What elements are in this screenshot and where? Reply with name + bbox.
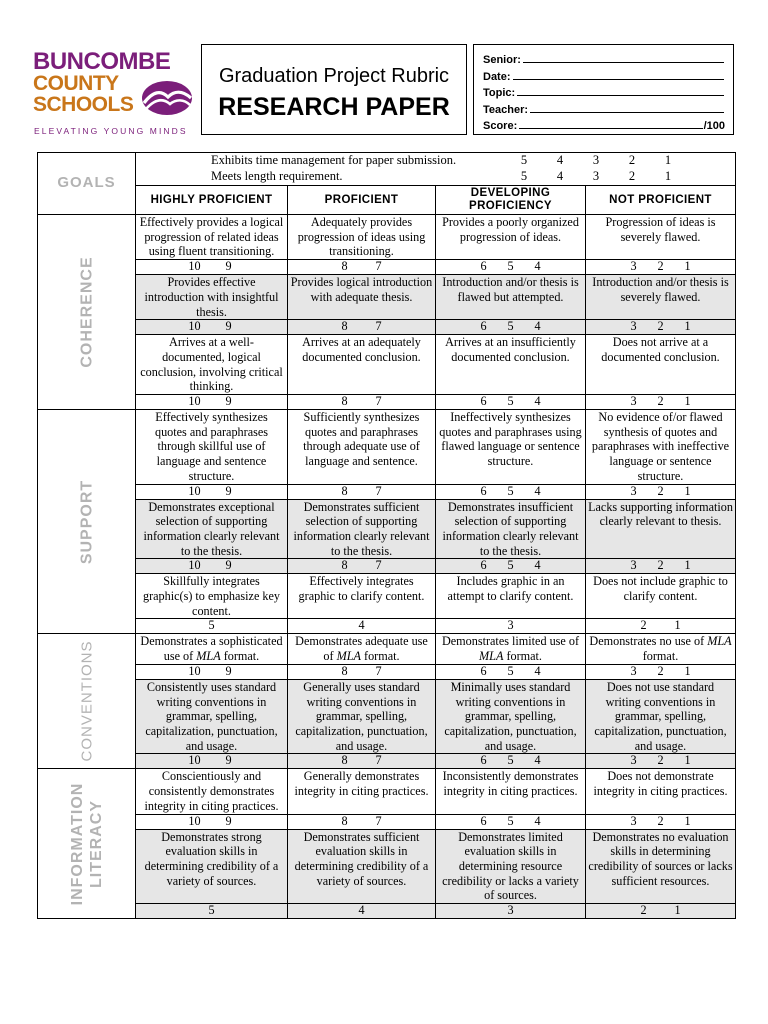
score-row [38, 260, 736, 275]
criterion-descriptor: Demonstrates no evaluation skills in determining credibility of sources or lacks sufficient resources. [586, 829, 736, 904]
score-option[interactable]: 6 [480, 753, 487, 768]
criterion-descriptor: Demonstrates insufficient selection of supporting information clearly relevant to the thesis. [436, 499, 586, 559]
info-field-label: Score: [483, 119, 518, 132]
criterion-row [38, 410, 736, 485]
score-option[interactable]: 9 [225, 813, 232, 828]
score-option[interactable]: 3 [630, 319, 637, 334]
score-cell [436, 320, 586, 335]
level-header: HIGHLY PROFICIENT [136, 186, 288, 215]
document-title: Graduation Project Rubric [218, 65, 450, 87]
score-row [38, 559, 736, 574]
logo-line-3: SCHOOLS [33, 93, 134, 116]
rubric-table [37, 152, 736, 919]
criterion-descriptor [136, 634, 288, 664]
title-box [201, 44, 467, 135]
score-option[interactable]: 5 [507, 813, 514, 828]
score-option[interactable]: 8 [341, 483, 348, 498]
score-option[interactable]: 9 [225, 558, 232, 573]
criterion-descriptor: Does not demonstrate integrity in citing practices. [586, 769, 736, 814]
criterion-descriptor [288, 634, 436, 664]
info-field-label: Topic: [483, 87, 516, 100]
score-option[interactable]: 5 [507, 663, 514, 678]
score-cell [586, 814, 736, 829]
info-field[interactable] [483, 116, 725, 132]
score-row [38, 484, 736, 499]
criterion-descriptor: Does not use standard writing conventions in grammar, spelling, capitalization, punctuation, and usage. [586, 679, 736, 754]
descriptor-text: Demonstrates no use of [589, 634, 708, 649]
score-row [38, 904, 736, 919]
criterion-descriptor: Demonstrates sufficient evaluation skills in determining credibility of a variety of sources. [288, 829, 436, 904]
criterion-descriptor: No evidence of/or flawed synthesis of quotes and paraphrases with ineffective language or sentence structure. [586, 410, 736, 485]
criterion-row [38, 769, 736, 814]
score-option[interactable]: 9 [225, 753, 232, 768]
score-cell [288, 395, 436, 410]
criterion-descriptor: Generally demonstrates integrity in citing practices. [288, 769, 436, 814]
mla-term: MLA [196, 649, 221, 664]
goal-score-option[interactable]: 3 [592, 169, 600, 183]
criterion-descriptor: Generally uses standard writing conventions in grammar, spelling, capitalization, punctuation, and usage. [288, 679, 436, 754]
goal-score-option[interactable]: 2 [628, 153, 636, 167]
descriptor-text: format. [642, 649, 679, 664]
criterion-descriptor: Demonstrates limited evaluation skills in determining resource credibility or lacks a variety of sources. [436, 829, 586, 904]
goal-score-option[interactable]: 5 [520, 153, 528, 167]
score-cell [136, 904, 288, 919]
score-cell [288, 814, 436, 829]
score-option[interactable]: 5 [507, 558, 514, 573]
student-info-box [473, 44, 734, 135]
score-option[interactable]: 6 [480, 483, 487, 498]
score-cell [586, 619, 736, 634]
score-option[interactable]: 5 [507, 753, 514, 768]
score-option[interactable]: 10 [188, 663, 201, 678]
descriptor-text: format. [220, 649, 260, 664]
criterion-descriptor [586, 634, 736, 664]
score-cell [136, 260, 288, 275]
info-field[interactable] [483, 99, 725, 115]
score-cell [436, 814, 586, 829]
criterion-row [38, 634, 736, 664]
score-option[interactable]: 9 [225, 394, 232, 409]
score-option[interactable]: 5 [507, 394, 514, 409]
criterion-row [38, 574, 736, 619]
score-cell [436, 904, 586, 919]
section-label: COHERENCE [78, 256, 95, 368]
score-cell [136, 320, 288, 335]
score-option[interactable]: 4 [534, 394, 541, 409]
goal-score-option[interactable]: 1 [664, 153, 672, 167]
score-option[interactable]: 6 [480, 558, 487, 573]
criterion-row [38, 335, 736, 395]
score-cell [586, 484, 736, 499]
level-header: NOT PROFICIENT [586, 186, 736, 215]
score-cell [136, 754, 288, 769]
info-field[interactable] [483, 83, 725, 99]
score-cell [288, 664, 436, 679]
score-option[interactable]: 1 [684, 259, 691, 274]
score-option[interactable]: 2 [640, 618, 647, 633]
score-cell [436, 664, 586, 679]
score-option[interactable]: 5 [507, 259, 514, 274]
score-option[interactable]: 7 [375, 813, 382, 828]
info-field-label: Date: [483, 70, 511, 83]
score-cell [436, 619, 586, 634]
goals-row [38, 153, 736, 186]
score-option[interactable]: 8 [341, 558, 348, 573]
score-option[interactable]: 9 [225, 483, 232, 498]
goal-text: Exhibits time management for paper submission. [211, 153, 457, 167]
score-option[interactable]: 1 [684, 813, 691, 828]
score-option[interactable]: 9 [225, 319, 232, 334]
goal-score-option[interactable]: 3 [592, 153, 600, 167]
score-option[interactable]: 9 [225, 663, 232, 678]
info-field-label: Senior: [483, 54, 521, 67]
criterion-descriptor: Inconsistently demonstrates integrity in citing practices. [436, 769, 586, 814]
score-option[interactable]: 9 [225, 259, 232, 274]
score-option[interactable]: 1 [684, 663, 691, 678]
score-option[interactable]: 2 [657, 753, 664, 768]
score-option[interactable]: 4 [534, 663, 541, 678]
score-option[interactable]: 7 [375, 483, 382, 498]
info-field[interactable] [483, 66, 725, 82]
score-option[interactable]: 5 [507, 319, 514, 334]
score-cell [288, 559, 436, 574]
goals-cell [38, 153, 136, 215]
mla-term: MLA [479, 649, 504, 664]
score-cell [586, 320, 736, 335]
criterion-descriptor: Provides effective introduction with insightful thesis. [136, 275, 288, 320]
score-cell [288, 320, 436, 335]
score-cell [136, 484, 288, 499]
goal-score-option[interactable]: 1 [664, 169, 672, 183]
goal-line [136, 153, 735, 169]
goals-label: GOALS [57, 174, 116, 192]
descriptor-text: Demonstrates adequate use of [295, 634, 428, 664]
info-field-blank[interactable] [513, 79, 724, 80]
info-field[interactable] [483, 50, 725, 66]
score-option[interactable]: 1 [674, 618, 681, 633]
score-option[interactable]: 3 [630, 483, 637, 498]
score-cell [586, 754, 736, 769]
score-option[interactable]: 6 [480, 394, 487, 409]
criterion-descriptor: Arrives at a well-documented, logical conclusion, involving critical thinking. [136, 335, 288, 395]
descriptor-text: format. [503, 649, 542, 664]
criterion-descriptor: Arrives at an insufficiently documented conclusion. [436, 335, 586, 395]
score-option[interactable]: 1 [684, 753, 691, 768]
criterion-descriptor: Introduction and/or thesis is severely flawed. [586, 275, 736, 320]
score-cell [288, 619, 436, 634]
score-cell [436, 559, 586, 574]
score-option[interactable]: 2 [657, 663, 664, 678]
score-cell [136, 559, 288, 574]
criterion-descriptor: Arrives at an adequately documented conclusion. [288, 335, 436, 395]
criterion-descriptor: Demonstrates sufficient selection of supporting information clearly relevant to the thesis. [288, 499, 436, 559]
score-cell [586, 260, 736, 275]
criterion-descriptor: Skillfully integrates graphic(s) to emphasize key content. [136, 574, 288, 619]
score-option[interactable]: 2 [657, 558, 664, 573]
score-option[interactable]: 6 [480, 319, 487, 334]
info-field-blank[interactable] [523, 62, 724, 63]
mla-term: MLA [707, 634, 732, 649]
score-option[interactable]: 6 [480, 663, 487, 678]
score-row [38, 395, 736, 410]
score-option[interactable]: 7 [375, 394, 382, 409]
goal-line [136, 169, 735, 185]
section-label: SUPPORT [78, 479, 95, 564]
score-option[interactable]: 7 [375, 319, 382, 334]
descriptor-text: format. [360, 649, 400, 664]
section-label-cell [38, 769, 136, 919]
score-cell [586, 559, 736, 574]
score-option[interactable]: 3 [630, 558, 637, 573]
score-option[interactable]: 4 [534, 813, 541, 828]
score-option[interactable]: 3 [507, 618, 514, 633]
score-cell [288, 904, 436, 919]
score-cell [288, 260, 436, 275]
score-option[interactable]: 4 [534, 483, 541, 498]
score-option[interactable]: 4 [534, 558, 541, 573]
section-label-cell [38, 410, 136, 634]
score-option[interactable]: 10 [188, 813, 201, 828]
score-cell [436, 754, 586, 769]
score-option[interactable]: 2 [657, 259, 664, 274]
goal-score-option[interactable]: 4 [556, 153, 564, 167]
score-cell [288, 754, 436, 769]
score-option[interactable]: 6 [480, 259, 487, 274]
score-option[interactable]: 1 [684, 483, 691, 498]
score-option[interactable]: 8 [341, 394, 348, 409]
score-option[interactable]: 3 [630, 394, 637, 409]
score-option[interactable]: 7 [375, 663, 382, 678]
info-field-label: Teacher: [483, 103, 529, 116]
score-option[interactable]: 7 [375, 558, 382, 573]
criterion-descriptor: Lacks supporting information clearly relevant to thesis. [586, 499, 736, 559]
score-cell [436, 484, 586, 499]
score-option[interactable]: 8 [341, 813, 348, 828]
score-option[interactable]: 8 [341, 319, 348, 334]
section-label-cell [38, 215, 136, 410]
criterion-descriptor: Sufficiently synthesizes quotes and paraphrases through adequate use of language and sentence. [288, 410, 436, 485]
score-option[interactable]: 4 [534, 319, 541, 334]
score-option[interactable]: 3 [630, 663, 637, 678]
district-logo [33, 48, 198, 140]
score-option[interactable]: 2 [640, 903, 647, 918]
score-option[interactable]: 10 [188, 483, 201, 498]
criterion-descriptor: Conscientiously and consistently demonstrates integrity in citing practices. [136, 769, 288, 814]
score-option[interactable]: 2 [657, 813, 664, 828]
score-cell [586, 904, 736, 919]
score-option[interactable]: 4 [534, 259, 541, 274]
score-option[interactable]: 3 [507, 903, 514, 918]
score-option[interactable]: 8 [341, 753, 348, 768]
criterion-descriptor: Effectively provides a logical progression of related ideas using fluent transitioning. [136, 215, 288, 260]
score-option[interactable]: 8 [341, 259, 348, 274]
descriptor-text: Demonstrates a sophisticated use of [140, 634, 283, 664]
score-option[interactable]: 5 [208, 903, 215, 918]
score-cell [436, 260, 586, 275]
score-option[interactable]: 4 [358, 903, 365, 918]
score-option[interactable]: 1 [684, 394, 691, 409]
score-option[interactable]: 3 [630, 259, 637, 274]
score-option[interactable]: 2 [657, 394, 664, 409]
score-option[interactable]: 10 [188, 319, 201, 334]
goal-score-option[interactable]: 4 [556, 169, 564, 183]
criterion-descriptor: Introduction and/or thesis is flawed but attempted. [436, 275, 586, 320]
score-option[interactable]: 2 [657, 483, 664, 498]
criterion-row [38, 499, 736, 559]
logo-line-2: COUNTY [33, 72, 119, 95]
criterion-descriptor: Effectively integrates graphic to clarify content. [288, 574, 436, 619]
score-cell [436, 395, 586, 410]
goals-lines [136, 153, 736, 186]
criterion-descriptor: Provides a poorly organized progression of ideas. [436, 215, 586, 260]
score-option[interactable]: 4 [358, 618, 365, 633]
criterion-descriptor: Demonstrates strong evaluation skills in determining credibility of a variety of sources. [136, 829, 288, 904]
score-row [38, 754, 736, 769]
criterion-descriptor: Progression of ideas is severely flawed. [586, 215, 736, 260]
score-option[interactable]: 7 [375, 753, 382, 768]
criterion-descriptor: Minimally uses standard writing conventions in grammar, spelling, capitalization, punctuation, and usage. [436, 679, 586, 754]
section-label-cell [38, 634, 136, 769]
document-subtitle: RESEARCH PAPER [218, 93, 450, 121]
score-row [38, 664, 736, 679]
level-header: DEVELOPING PROFICIENCY [436, 186, 586, 215]
score-cell [586, 395, 736, 410]
score-cell [288, 484, 436, 499]
score-row [38, 814, 736, 829]
score-option[interactable]: 6 [480, 813, 487, 828]
criterion-descriptor: Demonstrates exceptional selection of supporting information clearly relevant to the thesis. [136, 499, 288, 559]
score-cell [136, 395, 288, 410]
score-option[interactable]: 3 [630, 813, 637, 828]
info-field-blank[interactable] [530, 112, 724, 113]
info-field-blank[interactable] [517, 95, 724, 96]
score-cell [136, 619, 288, 634]
criterion-descriptor: Provides logical introduction with adequate thesis. [288, 275, 436, 320]
score-option[interactable]: 8 [341, 663, 348, 678]
section-label: INFORMATION LITERACY [68, 782, 105, 906]
criterion-row [38, 829, 736, 904]
mountain-logo-icon [141, 76, 193, 116]
score-option[interactable]: 10 [188, 394, 201, 409]
score-option[interactable]: 10 [188, 259, 201, 274]
score-option[interactable]: 4 [534, 753, 541, 768]
criterion-descriptor: Ineffectively synthesizes quotes and paraphrases using flawed language or sentence structure. [436, 410, 586, 485]
criterion-descriptor: Does not arrive at a documented conclusion. [586, 335, 736, 395]
criterion-descriptor: Includes graphic in an attempt to clarify content. [436, 574, 586, 619]
criterion-row [38, 215, 736, 260]
score-row [38, 320, 736, 335]
info-field-blank[interactable] [519, 128, 702, 129]
score-option[interactable]: 10 [188, 558, 201, 573]
score-option[interactable]: 3 [630, 753, 637, 768]
score-option[interactable]: 5 [507, 483, 514, 498]
logo-line-1: BUNCOMBE [33, 48, 171, 75]
descriptor-text: Demonstrates limited use of [441, 634, 580, 649]
score-option[interactable]: 5 [208, 618, 215, 633]
criterion-descriptor: Does not include graphic to clarify content. [586, 574, 736, 619]
section-label: CONVENTIONS [78, 640, 95, 762]
score-option[interactable]: 2 [657, 319, 664, 334]
score-row [38, 619, 736, 634]
score-cell [136, 664, 288, 679]
goal-score-option[interactable]: 5 [520, 169, 528, 183]
criterion-row [38, 679, 736, 754]
score-option[interactable]: 7 [375, 259, 382, 274]
mla-term: MLA [336, 649, 361, 664]
goal-score-option[interactable]: 2 [628, 169, 636, 183]
score-option[interactable]: 1 [684, 319, 691, 334]
score-option[interactable]: 1 [674, 903, 681, 918]
levels-header-row [38, 186, 736, 215]
criterion-descriptor: Effectively synthesizes quotes and paraphrases through skillful use of language and sentence structure. [136, 410, 288, 485]
criterion-descriptor: Adequately provides progression of ideas using transitioning. [288, 215, 436, 260]
logo-tagline: ELEVATING YOUNG MINDS [34, 126, 188, 136]
criterion-descriptor [436, 634, 586, 664]
criterion-row [38, 275, 736, 320]
goal-text: Meets length requirement. [211, 169, 343, 183]
criterion-descriptor: Consistently uses standard writing conventions in grammar, spelling, capitalization, punctuation, and usage. [136, 679, 288, 754]
level-header: PROFICIENT [288, 186, 436, 215]
score-cell [586, 664, 736, 679]
score-option[interactable]: 1 [684, 558, 691, 573]
score-total: /100 [703, 119, 725, 132]
score-option[interactable]: 10 [188, 753, 201, 768]
score-cell [136, 814, 288, 829]
